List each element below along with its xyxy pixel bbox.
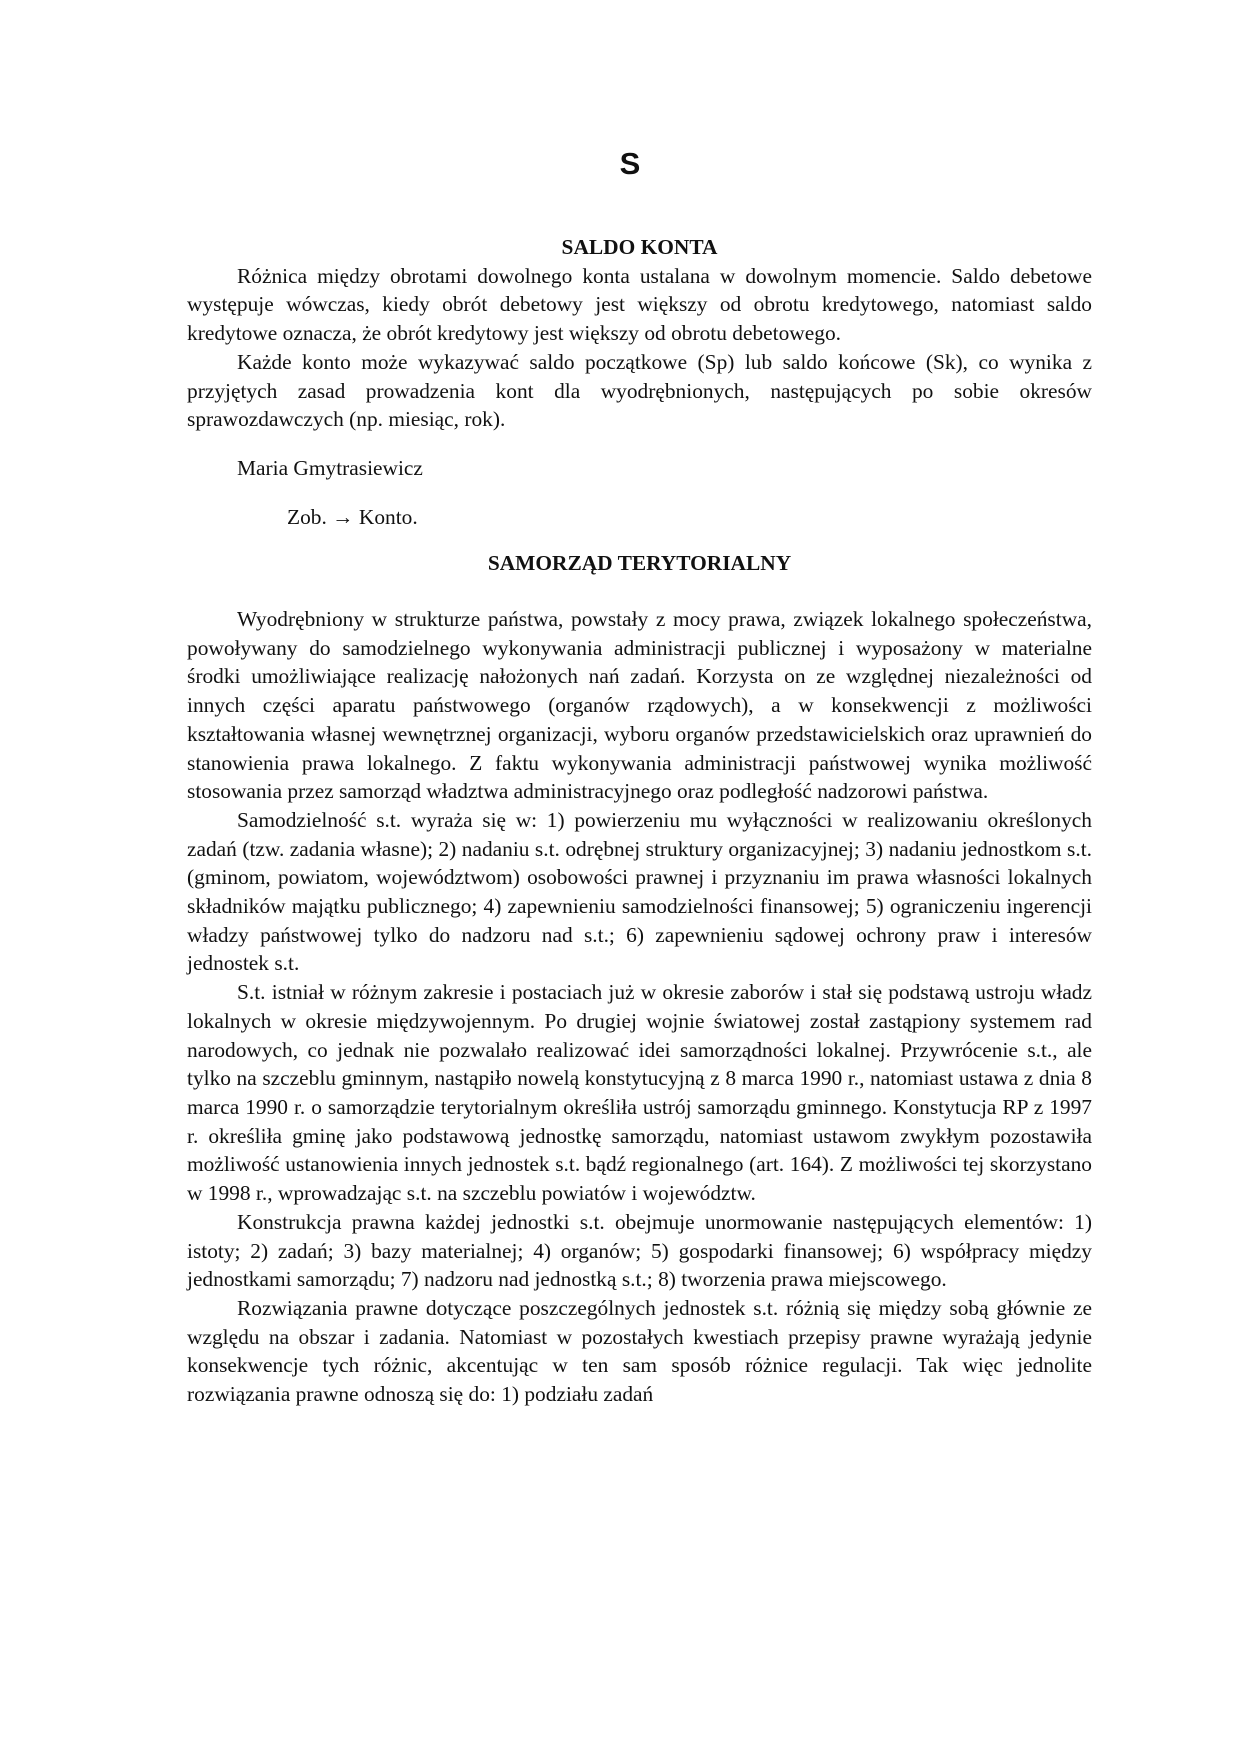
entry-heading: SALDO KONTA [561, 235, 718, 259]
paragraph: Każde konto może wykazywać saldo początkowe (Sp) lub saldo końcowe (Sk), co wynika z przyjętych zasad prowadzenia kont dla wyodrębnionych, następujących po sobie okresów sprawozdawczych (np. miesiąc, rok). [187, 349, 1092, 432]
entry-samorzad-terytorialny [187, 549, 1092, 1408]
section-letter: S [619, 146, 641, 181]
paragraph: S.t. istniał w różnym zakresie i postaciach już w okresie zaborów i stał się podstawą ustroju władz lokalnych w okresie międzywojennym. Po drugiej wojnie światowej został zastąpiony systemem rad narodowych, co jednak nie pozwalało realizować idei samorządności lokalnej. Przywrócenie s.t., ale tylko na szczeblu gminnym, nastąpiło nowelą konstytucyjną z 8 marca 1990 r., natomiast ustawa z dnia 8 marca 1990 r. o samorządzie terytorialnym określiła ustrój samorządu gminnego. Konstytucja RP z 1997 r. określiła gminę jako podstawową jednostkę samorządu, natomiast ustawom zwykłym pozostawiła możliwość ustanowienia innych jednostek s.t. bądź regionalnego (art. 164). Z możliwości tej skorzystano w 1998 r., wprowadzając s.t. na szczeblu powiatów i województw. [187, 980, 1092, 1206]
paragraph: Rozwiązania prawne dotyczące poszczególnych jednostek s.t. różnią się między sobą głównie ze względu na obszar i zadania. Natomiast w pozostałych kwestiach przepisy prawne wyrażają jedynie konsekwencje tych różnic, akcentując w ten sam sposób różnice regulacji. Tak więc jednolite rozwiązania prawne odnoszą się do: 1) podziału zadań [187, 1295, 1092, 1407]
document-body [187, 233, 1092, 1409]
paragraph: Różnica między obrotami dowolnego konta ustalana w dowolnym momencie. Saldo debetowe występuje wówczas, kiedy obrót debetowy jest większy od obrotu kredytowego, natomiast saldo kredytowe oznacza, że obrót kredytowy jest większy od obrotu debetowego. [187, 263, 1092, 346]
entry-saldo-konta [187, 233, 1092, 531]
paragraph: Konstrukcja prawna każdej jednostki s.t. obejmuje unormowanie następujących elementów: 1) istoty; 2) zadań; 3) bazy materialnej; 4) organów; 5) gospodarki finansowej; 6) współpracy między jednostkami samorządu; 7) nadzoru nad jednostką s.t.; 8) tworzenia prawa miejscowego. [187, 1209, 1092, 1292]
entry-heading: SAMORZĄD TERYTORIALNY [487, 551, 792, 576]
author-signature: Maria Gmytrasiewicz [237, 455, 423, 480]
paragraph: Wyodrębniony w strukturze państwa, powstały z mocy prawa, związek lokalnego społeczeństwa, powoływany do samodzielnego wykonywania administracji publicznej i wyposażony w materialne środki umożliwiające realizację nałożonych nań zadań. Korzysta on ze względnej niezależności od innych części aparatu państwowego (organów rządowych), a w konsekwencji z możliwości kształtowania własnej wewnętrznej organizacji, wyboru organów przedstawicielskich oraz uprawnień do stanowienia prawa lokalnego. Z faktu wykonywania administracji państwowej wynika możliwość stosowania przez samorząd władztwa administracyjnego oraz podległość nadzorowi państwa. [187, 607, 1092, 804]
see-also-reference: Zob. → Konto. [287, 504, 418, 529]
paragraph: Samodzielność s.t. wyraża się w: 1) powierzeniu mu wyłączności w realizowaniu określonych zadań (tzw. zadania własne); 2) nadaniu s.t. odrębnej struktury organizacyjnej; 3) nadaniu jednostkom s.t. (gminom, powiatom, województwom) osobowości prawnej i przyznaniu im prawa własności lokalnych składników majątku publicznego; 4) zapewnieniu samodzielności finansowej; 5) ograniczeniu ingerencji władzy państwowej tylko do nadzoru nad s.t.; 6) zapewnieniu sądowej ochrony praw i interesów jednostek s.t. [187, 807, 1092, 976]
